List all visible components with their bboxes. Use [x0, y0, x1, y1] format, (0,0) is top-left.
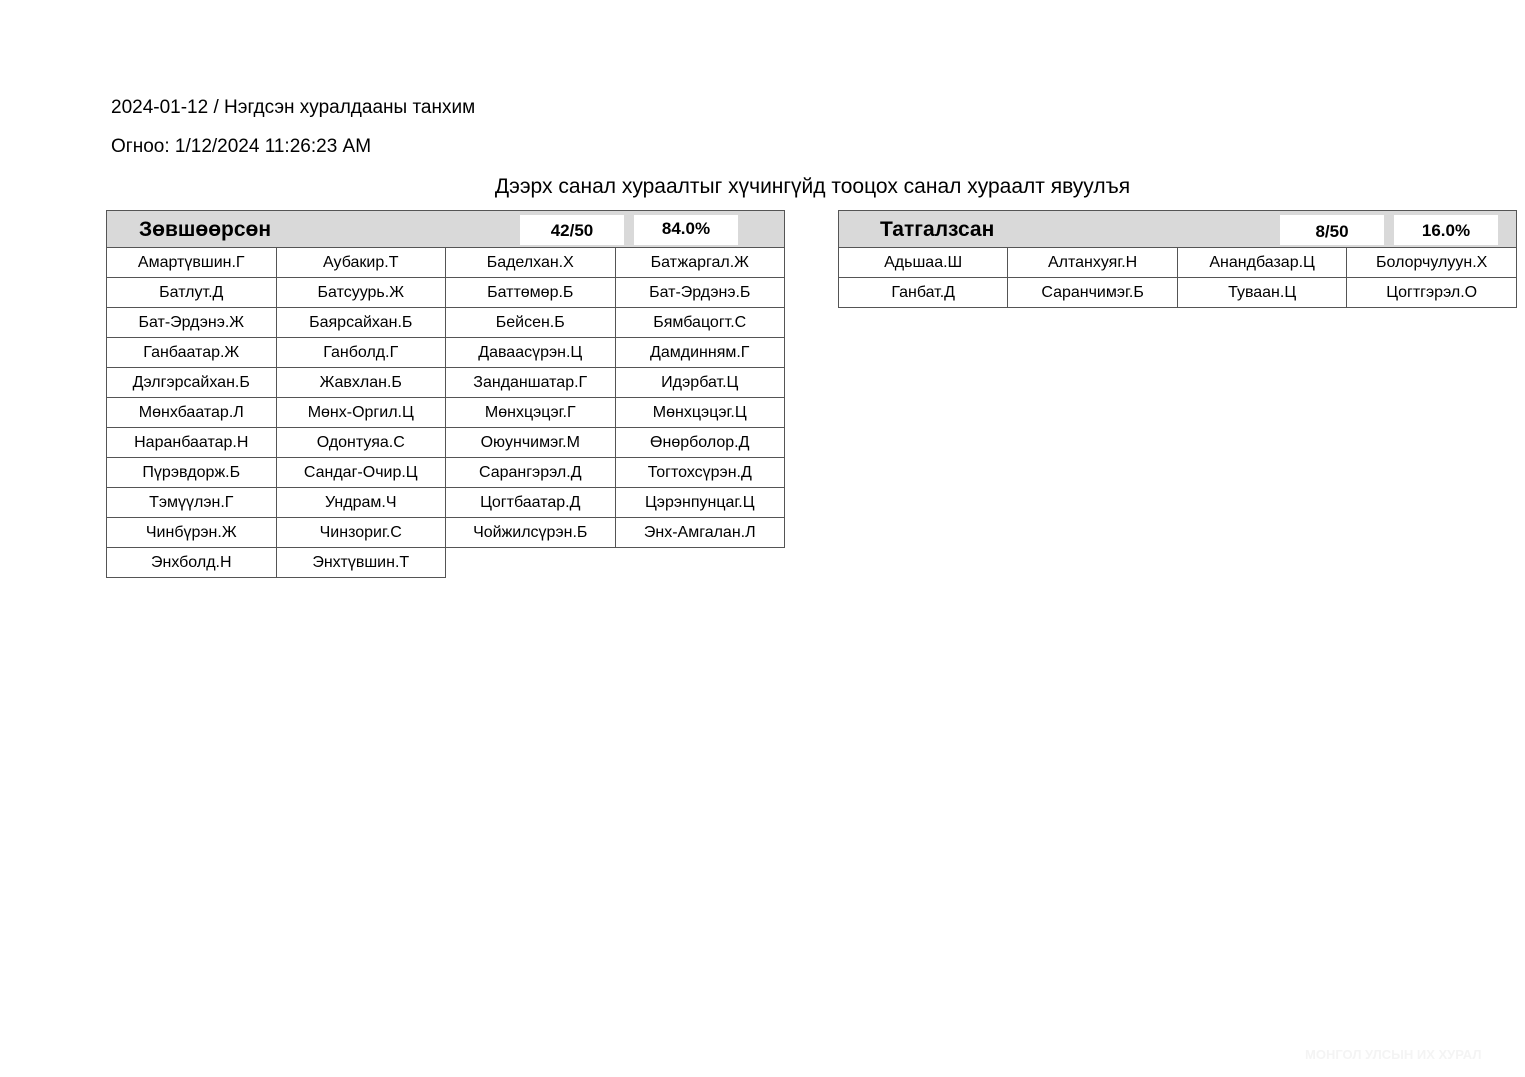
- member-name-cell: Батсуурь.Ж: [276, 278, 445, 308]
- empty-cell: [446, 548, 616, 578]
- member-name-cell: Өнөрболор.Д: [615, 428, 785, 458]
- approved-header: [106, 210, 785, 248]
- member-name-cell: Цогтбаатар.Д: [446, 488, 616, 518]
- member-name-cell: Саранчимэг.Б: [1008, 278, 1178, 308]
- member-name-cell: Бейсен.Б: [446, 308, 616, 338]
- member-name-cell: Батжаргал.Ж: [615, 248, 785, 278]
- rejected-panel: [838, 210, 1517, 308]
- approved-percent: 84.0%: [634, 215, 738, 245]
- member-name-cell: Амартүвшин.Г: [107, 248, 277, 278]
- member-name-cell: Алтанхуяг.Н: [1008, 248, 1178, 278]
- member-name-cell: Баделхан.Х: [446, 248, 616, 278]
- member-name-cell: Ганболд.Г: [276, 338, 445, 368]
- member-name-cell: Энхтүвшин.Т: [276, 548, 445, 578]
- member-name-cell: Болорчулуун.Х: [1347, 248, 1517, 278]
- member-name-cell: Бат-Эрдэнэ.Ж: [107, 308, 277, 338]
- rejected-members-table: [838, 248, 1517, 308]
- table-row: [839, 278, 1517, 308]
- member-name-cell: Идэрбат.Ц: [615, 368, 785, 398]
- member-name-cell: Туваан.Ц: [1177, 278, 1347, 308]
- table-row: [107, 308, 785, 338]
- member-name-cell: Жавхлан.Б: [276, 368, 445, 398]
- approved-count: 42/50: [520, 215, 624, 245]
- member-name-cell: Баярсайхан.Б: [276, 308, 445, 338]
- motion-title: Дээрх санал хураалтыг хүчингүйд тооцох санал хураалт явуулъя: [494, 175, 1131, 198]
- member-name-cell: Занданшатар.Г: [446, 368, 616, 398]
- member-name-cell: Тогтохсүрэн.Д: [615, 458, 785, 488]
- member-name-cell: Ундрам.Ч: [276, 488, 445, 518]
- table-row: [107, 548, 785, 578]
- rejected-header: [838, 210, 1517, 248]
- member-name-cell: Даваасүрэн.Ц: [446, 338, 616, 368]
- member-name-cell: Аубакир.Т: [276, 248, 445, 278]
- empty-cell: [615, 548, 785, 578]
- member-name-cell: Тэмүүлэн.Г: [107, 488, 277, 518]
- table-row: [107, 398, 785, 428]
- member-name-cell: Цэрэнпунцаг.Ц: [615, 488, 785, 518]
- member-name-cell: Сарангэрэл.Д: [446, 458, 616, 488]
- member-name-cell: Бямбацогт.С: [615, 308, 785, 338]
- member-name-cell: Ганбат.Д: [839, 278, 1008, 308]
- date-value: 1/12/2024 11:26:23 AM: [174, 136, 372, 157]
- date-label: Огноо:: [111, 136, 170, 157]
- member-name-cell: Баттөмөр.Б: [446, 278, 616, 308]
- table-row: [839, 248, 1517, 278]
- table-row: [107, 278, 785, 308]
- member-name-cell: Бат-Эрдэнэ.Б: [615, 278, 785, 308]
- member-name-cell: Наранбаатар.Н: [107, 428, 277, 458]
- approved-members-table: [106, 248, 785, 578]
- approved-panel: [106, 210, 785, 578]
- member-name-cell: Чинзориг.С: [276, 518, 445, 548]
- member-name-cell: Цогтгэрэл.О: [1347, 278, 1517, 308]
- member-name-cell: Ганбаатар.Ж: [107, 338, 277, 368]
- rejected-count: 8/50: [1280, 215, 1384, 245]
- member-name-cell: Мөнхбаатар.Л: [107, 398, 277, 428]
- vote-date: [111, 136, 371, 158]
- member-name-cell: Энх-Амгалан.Л: [615, 518, 785, 548]
- session-title: 2024-01-12 / Нэгдсэн хуралдааны танхим: [111, 97, 476, 118]
- member-name-cell: Батлут.Д: [107, 278, 277, 308]
- member-name-cell: Мөнх-Оргил.Ц: [276, 398, 445, 428]
- member-name-cell: Дэлгэрсайхан.Б: [107, 368, 277, 398]
- approved-title: Зөвшөөрсөн: [139, 218, 272, 241]
- member-name-cell: Адьшаа.Ш: [839, 248, 1008, 278]
- table-row: [107, 488, 785, 518]
- member-name-cell: Мөнхцэцэг.Ц: [615, 398, 785, 428]
- table-row: [107, 368, 785, 398]
- rejected-title: Татгалзсан: [880, 218, 995, 241]
- table-row: [107, 518, 785, 548]
- member-name-cell: Энхболд.Н: [107, 548, 277, 578]
- table-row: [107, 458, 785, 488]
- member-name-cell: Анандбазар.Ц: [1177, 248, 1347, 278]
- table-row: [107, 338, 785, 368]
- watermark: МОНГОЛ УЛСЫН ИХ ХУРАЛ: [1305, 1047, 1482, 1062]
- table-row: [107, 428, 785, 458]
- member-name-cell: Чинбүрэн.Ж: [107, 518, 277, 548]
- table-row: [107, 248, 785, 278]
- member-name-cell: Дамдинням.Г: [615, 338, 785, 368]
- member-name-cell: Пүрэвдорж.Б: [107, 458, 277, 488]
- rejected-percent: 16.0%: [1394, 215, 1498, 245]
- member-name-cell: Сандаг-Очир.Ц: [276, 458, 445, 488]
- member-name-cell: Оюунчимэг.М: [446, 428, 616, 458]
- member-name-cell: Чойжилсүрэн.Б: [446, 518, 616, 548]
- member-name-cell: Одонтуяа.С: [276, 428, 445, 458]
- member-name-cell: Мөнхцэцэг.Г: [446, 398, 616, 428]
